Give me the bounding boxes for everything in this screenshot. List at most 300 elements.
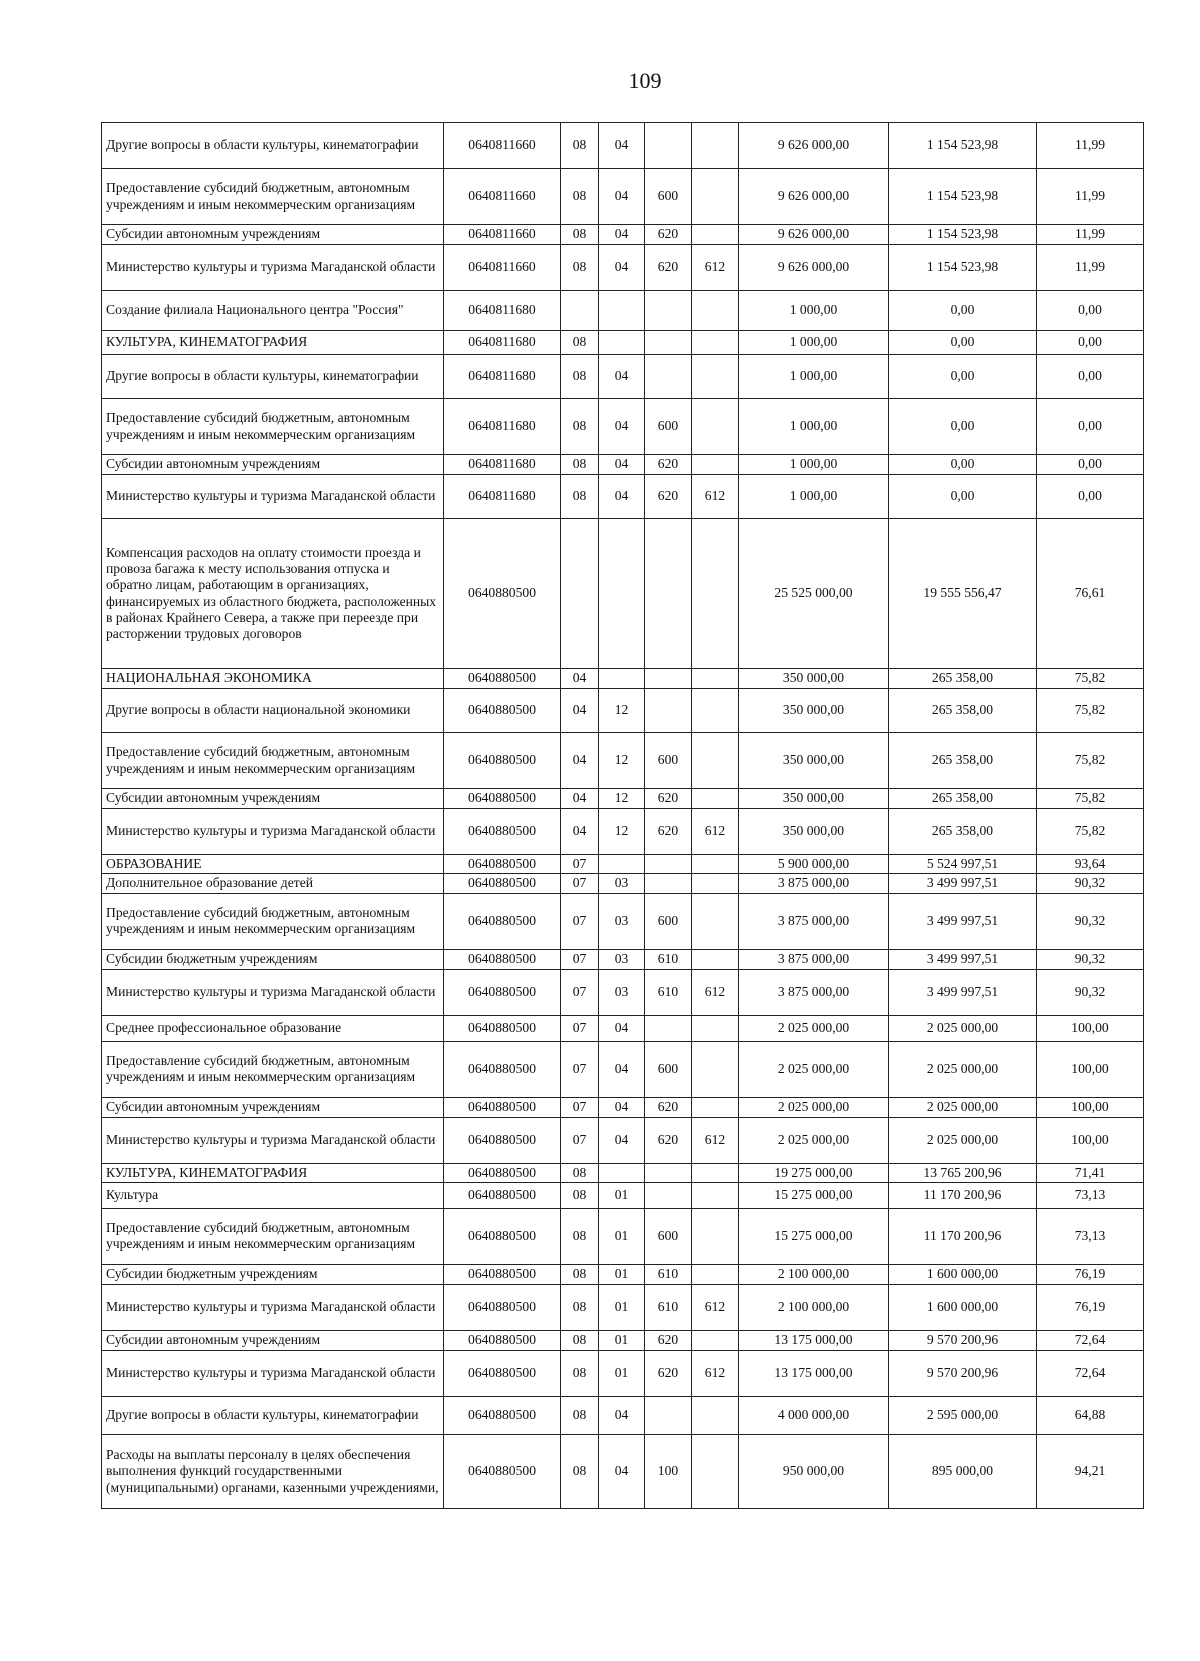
target-code-cell: 0640811680 — [444, 475, 561, 519]
target-code-cell: 0640880500 — [444, 733, 561, 789]
expense-type-cell: 610 — [645, 1284, 692, 1330]
administrator-code-cell — [692, 331, 739, 355]
expense-type-cell — [645, 1015, 692, 1041]
administrator-code-cell — [692, 291, 739, 331]
actual-amount-cell: 5 524 997,51 — [889, 855, 1037, 874]
expense-type-cell: 610 — [645, 969, 692, 1015]
subsection-cell — [599, 855, 645, 874]
subsection-cell — [599, 519, 645, 669]
target-code-cell: 0640880500 — [444, 1015, 561, 1041]
target-code-cell: 0640880500 — [444, 1041, 561, 1097]
actual-amount-cell: 1 154 523,98 — [889, 225, 1037, 245]
actual-amount-cell: 3 499 997,51 — [889, 874, 1037, 893]
row-name: Министерство культуры и туризма Магаданской области — [102, 245, 444, 291]
target-code-cell: 0640811680 — [444, 399, 561, 455]
actual-amount-cell: 265 358,00 — [889, 689, 1037, 733]
planned-amount-cell: 19 275 000,00 — [739, 1163, 889, 1182]
actual-amount-cell: 13 765 200,96 — [889, 1163, 1037, 1182]
section-cell: 04 — [561, 689, 599, 733]
expense-type-cell: 610 — [645, 1264, 692, 1284]
subsection-cell: 04 — [599, 169, 645, 225]
target-code-cell: 0640880500 — [444, 949, 561, 969]
planned-amount-cell: 13 175 000,00 — [739, 1330, 889, 1350]
administrator-code-cell — [692, 399, 739, 455]
planned-amount-cell: 950 000,00 — [739, 1434, 889, 1508]
planned-amount-cell: 3 875 000,00 — [739, 949, 889, 969]
section-cell: 08 — [561, 399, 599, 455]
table-row — [102, 1434, 1144, 1508]
administrator-code-cell — [692, 1015, 739, 1041]
subsection-cell: 01 — [599, 1330, 645, 1350]
administrator-code-cell — [692, 1434, 739, 1508]
actual-amount-cell: 3 499 997,51 — [889, 949, 1037, 969]
row-name: НАЦИОНАЛЬНАЯ ЭКОНОМИКА — [102, 669, 444, 689]
planned-amount-cell: 1 000,00 — [739, 355, 889, 399]
target-code-cell: 0640880500 — [444, 1208, 561, 1264]
actual-amount-cell: 0,00 — [889, 475, 1037, 519]
subsection-cell: 01 — [599, 1350, 645, 1396]
row-name: Министерство культуры и туризма Магаданской области — [102, 969, 444, 1015]
subsection-cell: 12 — [599, 789, 645, 809]
budget-table-body — [102, 123, 1144, 1509]
subsection-cell: 04 — [599, 455, 645, 475]
administrator-code-cell — [692, 1208, 739, 1264]
section-cell: 08 — [561, 1264, 599, 1284]
row-name: Другие вопросы в области национальной экономики — [102, 689, 444, 733]
row-name: КУЛЬТУРА, КИНЕМАТОГРАФИЯ — [102, 1163, 444, 1182]
planned-amount-cell: 350 000,00 — [739, 789, 889, 809]
table-row — [102, 1330, 1144, 1350]
planned-amount-cell: 1 000,00 — [739, 331, 889, 355]
target-code-cell: 0640880500 — [444, 689, 561, 733]
expense-type-cell — [645, 669, 692, 689]
planned-amount-cell: 13 175 000,00 — [739, 1350, 889, 1396]
target-code-cell: 0640880500 — [444, 789, 561, 809]
administrator-code-cell — [692, 1264, 739, 1284]
row-name: КУЛЬТУРА, КИНЕМАТОГРАФИЯ — [102, 331, 444, 355]
execution-percent-cell: 76,61 — [1037, 519, 1144, 669]
section-cell: 08 — [561, 245, 599, 291]
planned-amount-cell: 350 000,00 — [739, 733, 889, 789]
section-cell: 08 — [561, 1163, 599, 1182]
planned-amount-cell: 350 000,00 — [739, 669, 889, 689]
row-name: Другие вопросы в области культуры, кинематографии — [102, 123, 444, 169]
section-cell — [561, 291, 599, 331]
row-name: Компенсация расходов на оплату стоимости проезда и провоза багажа к месту использования отпуска и обратно лицам, работающим в организациях, финансируемых из областного бюджета, расположенных в районах Крайнего Севера, а также при переезде при расторжении трудовых договоров — [102, 519, 444, 669]
planned-amount-cell: 9 626 000,00 — [739, 245, 889, 291]
section-cell: 07 — [561, 969, 599, 1015]
subsection-cell: 04 — [599, 1041, 645, 1097]
section-cell: 08 — [561, 1208, 599, 1264]
target-code-cell: 0640880500 — [444, 809, 561, 855]
subsection-cell: 01 — [599, 1182, 645, 1208]
expense-type-cell: 100 — [645, 1434, 692, 1508]
target-code-cell: 0640880500 — [444, 519, 561, 669]
subsection-cell: 04 — [599, 123, 645, 169]
administrator-code-cell — [692, 949, 739, 969]
expense-type-cell: 620 — [645, 809, 692, 855]
execution-percent-cell: 72,64 — [1037, 1350, 1144, 1396]
planned-amount-cell: 15 275 000,00 — [739, 1182, 889, 1208]
administrator-code-cell — [692, 1041, 739, 1097]
section-cell: 08 — [561, 331, 599, 355]
table-row — [102, 669, 1144, 689]
planned-amount-cell: 9 626 000,00 — [739, 123, 889, 169]
expense-type-cell: 620 — [645, 225, 692, 245]
row-name: Субсидии бюджетным учреждениям — [102, 949, 444, 969]
subsection-cell: 04 — [599, 1117, 645, 1163]
administrator-code-cell — [692, 874, 739, 893]
row-name: Субсидии бюджетным учреждениям — [102, 1264, 444, 1284]
subsection-cell: 04 — [599, 1434, 645, 1508]
row-name: Другие вопросы в области культуры, кинематографии — [102, 1396, 444, 1434]
table-row — [102, 1350, 1144, 1396]
table-row — [102, 1041, 1144, 1097]
row-name: Субсидии автономным учреждениям — [102, 1097, 444, 1117]
administrator-code-cell: 612 — [692, 969, 739, 1015]
table-row — [102, 225, 1144, 245]
planned-amount-cell: 9 626 000,00 — [739, 225, 889, 245]
planned-amount-cell: 3 875 000,00 — [739, 893, 889, 949]
row-name: Предоставление субсидий бюджетным, автономным учреждениям и иным некоммерческим организациям — [102, 399, 444, 455]
target-code-cell: 0640880500 — [444, 1182, 561, 1208]
administrator-code-cell: 612 — [692, 1117, 739, 1163]
budget-table — [101, 122, 1144, 1509]
actual-amount-cell: 2 025 000,00 — [889, 1041, 1037, 1097]
table-row — [102, 291, 1144, 331]
subsection-cell: 01 — [599, 1284, 645, 1330]
execution-percent-cell: 11,99 — [1037, 169, 1144, 225]
section-cell: 08 — [561, 1284, 599, 1330]
expense-type-cell: 620 — [645, 1350, 692, 1396]
actual-amount-cell: 3 499 997,51 — [889, 893, 1037, 949]
administrator-code-cell: 612 — [692, 475, 739, 519]
actual-amount-cell: 9 570 200,96 — [889, 1350, 1037, 1396]
execution-percent-cell: 76,19 — [1037, 1264, 1144, 1284]
execution-percent-cell: 0,00 — [1037, 291, 1144, 331]
row-name: Среднее профессиональное образование — [102, 1015, 444, 1041]
administrator-code-cell — [692, 455, 739, 475]
administrator-code-cell — [692, 1163, 739, 1182]
execution-percent-cell: 0,00 — [1037, 475, 1144, 519]
table-row — [102, 123, 1144, 169]
administrator-code-cell — [692, 169, 739, 225]
administrator-code-cell — [692, 1097, 739, 1117]
target-code-cell: 0640880500 — [444, 1097, 561, 1117]
actual-amount-cell: 2 025 000,00 — [889, 1097, 1037, 1117]
expense-type-cell — [645, 519, 692, 669]
planned-amount-cell: 3 875 000,00 — [739, 969, 889, 1015]
subsection-cell — [599, 669, 645, 689]
subsection-cell: 03 — [599, 969, 645, 1015]
execution-percent-cell: 100,00 — [1037, 1015, 1144, 1041]
subsection-cell: 03 — [599, 893, 645, 949]
subsection-cell: 12 — [599, 733, 645, 789]
section-cell: 07 — [561, 1097, 599, 1117]
target-code-cell: 0640880500 — [444, 1330, 561, 1350]
administrator-code-cell: 612 — [692, 809, 739, 855]
table-row — [102, 519, 1144, 669]
expense-type-cell — [645, 1396, 692, 1434]
planned-amount-cell: 1 000,00 — [739, 291, 889, 331]
section-cell: 08 — [561, 225, 599, 245]
expense-type-cell: 620 — [645, 1097, 692, 1117]
table-row — [102, 169, 1144, 225]
row-name: Предоставление субсидий бюджетным, автономным учреждениям и иным некоммерческим организациям — [102, 893, 444, 949]
expense-type-cell: 620 — [645, 1117, 692, 1163]
table-row — [102, 789, 1144, 809]
expense-type-cell: 620 — [645, 475, 692, 519]
actual-amount-cell: 2 025 000,00 — [889, 1015, 1037, 1041]
expense-type-cell: 600 — [645, 1041, 692, 1097]
subsection-cell: 04 — [599, 1396, 645, 1434]
row-name: Предоставление субсидий бюджетным, автономным учреждениям и иным некоммерческим организациям — [102, 1208, 444, 1264]
execution-percent-cell: 93,64 — [1037, 855, 1144, 874]
row-name: Культура — [102, 1182, 444, 1208]
actual-amount-cell: 1 600 000,00 — [889, 1284, 1037, 1330]
row-name: Субсидии автономным учреждениям — [102, 455, 444, 475]
section-cell — [561, 519, 599, 669]
execution-percent-cell: 75,82 — [1037, 669, 1144, 689]
row-name: Дополнительное образование детей — [102, 874, 444, 893]
planned-amount-cell: 1 000,00 — [739, 399, 889, 455]
administrator-code-cell: 612 — [692, 1284, 739, 1330]
section-cell: 04 — [561, 789, 599, 809]
expense-type-cell — [645, 123, 692, 169]
section-cell: 08 — [561, 1396, 599, 1434]
table-row — [102, 1163, 1144, 1182]
expense-type-cell: 620 — [645, 1330, 692, 1350]
expense-type-cell — [645, 355, 692, 399]
administrator-code-cell — [692, 1182, 739, 1208]
expense-type-cell: 600 — [645, 1208, 692, 1264]
planned-amount-cell: 4 000 000,00 — [739, 1396, 889, 1434]
subsection-cell: 03 — [599, 949, 645, 969]
section-cell: 08 — [561, 123, 599, 169]
actual-amount-cell: 265 358,00 — [889, 809, 1037, 855]
planned-amount-cell: 2 025 000,00 — [739, 1041, 889, 1097]
planned-amount-cell: 25 525 000,00 — [739, 519, 889, 669]
actual-amount-cell: 1 600 000,00 — [889, 1264, 1037, 1284]
section-cell: 07 — [561, 949, 599, 969]
planned-amount-cell: 9 626 000,00 — [739, 169, 889, 225]
actual-amount-cell: 11 170 200,96 — [889, 1182, 1037, 1208]
planned-amount-cell: 5 900 000,00 — [739, 855, 889, 874]
table-row — [102, 1264, 1144, 1284]
execution-percent-cell: 0,00 — [1037, 399, 1144, 455]
administrator-code-cell — [692, 225, 739, 245]
execution-percent-cell: 90,32 — [1037, 874, 1144, 893]
row-name: Предоставление субсидий бюджетным, автономным учреждениям и иным некоммерческим организациям — [102, 733, 444, 789]
target-code-cell: 0640811680 — [444, 355, 561, 399]
planned-amount-cell: 2 025 000,00 — [739, 1097, 889, 1117]
execution-percent-cell: 71,41 — [1037, 1163, 1144, 1182]
execution-percent-cell: 100,00 — [1037, 1117, 1144, 1163]
target-code-cell: 0640880500 — [444, 874, 561, 893]
table-row — [102, 245, 1144, 291]
section-cell: 07 — [561, 855, 599, 874]
target-code-cell: 0640811680 — [444, 331, 561, 355]
table-row — [102, 455, 1144, 475]
execution-percent-cell: 0,00 — [1037, 355, 1144, 399]
execution-percent-cell: 90,32 — [1037, 949, 1144, 969]
execution-percent-cell: 72,64 — [1037, 1330, 1144, 1350]
actual-amount-cell: 0,00 — [889, 399, 1037, 455]
section-cell: 08 — [561, 455, 599, 475]
target-code-cell: 0640880500 — [444, 893, 561, 949]
execution-percent-cell: 90,32 — [1037, 969, 1144, 1015]
row-name: Министерство культуры и туризма Магаданской области — [102, 809, 444, 855]
execution-percent-cell: 11,99 — [1037, 225, 1144, 245]
expense-type-cell: 610 — [645, 949, 692, 969]
target-code-cell: 0640880500 — [444, 969, 561, 1015]
actual-amount-cell: 0,00 — [889, 455, 1037, 475]
expense-type-cell: 620 — [645, 455, 692, 475]
subsection-cell: 01 — [599, 1264, 645, 1284]
subsection-cell: 01 — [599, 1208, 645, 1264]
expense-type-cell — [645, 331, 692, 355]
execution-percent-cell: 90,32 — [1037, 893, 1144, 949]
actual-amount-cell: 1 154 523,98 — [889, 169, 1037, 225]
row-name: Министерство культуры и туризма Магаданской области — [102, 1350, 444, 1396]
row-name: Министерство культуры и туризма Магаданской области — [102, 1117, 444, 1163]
target-code-cell: 0640880500 — [444, 1284, 561, 1330]
row-name: Субсидии автономным учреждениям — [102, 789, 444, 809]
subsection-cell — [599, 1163, 645, 1182]
execution-percent-cell: 11,99 — [1037, 245, 1144, 291]
planned-amount-cell: 3 875 000,00 — [739, 874, 889, 893]
subsection-cell: 04 — [599, 399, 645, 455]
table-row — [102, 475, 1144, 519]
target-code-cell: 0640880500 — [444, 1434, 561, 1508]
row-name: Предоставление субсидий бюджетным, автономным учреждениям и иным некоммерческим организациям — [102, 1041, 444, 1097]
administrator-code-cell — [692, 519, 739, 669]
target-code-cell: 0640880500 — [444, 1117, 561, 1163]
target-code-cell: 0640880500 — [444, 1396, 561, 1434]
administrator-code-cell — [692, 689, 739, 733]
table-row — [102, 1182, 1144, 1208]
administrator-code-cell — [692, 123, 739, 169]
planned-amount-cell: 1 000,00 — [739, 475, 889, 519]
actual-amount-cell: 265 358,00 — [889, 789, 1037, 809]
subsection-cell: 04 — [599, 355, 645, 399]
target-code-cell: 0640811680 — [444, 291, 561, 331]
execution-percent-cell: 64,88 — [1037, 1396, 1144, 1434]
planned-amount-cell: 2 025 000,00 — [739, 1015, 889, 1041]
expense-type-cell — [645, 874, 692, 893]
administrator-code-cell — [692, 855, 739, 874]
actual-amount-cell: 2 595 000,00 — [889, 1396, 1037, 1434]
section-cell: 07 — [561, 874, 599, 893]
target-code-cell: 0640880500 — [444, 855, 561, 874]
actual-amount-cell: 1 154 523,98 — [889, 245, 1037, 291]
table-row — [102, 1396, 1144, 1434]
execution-percent-cell: 75,82 — [1037, 789, 1144, 809]
expense-type-cell: 620 — [645, 789, 692, 809]
execution-percent-cell: 75,82 — [1037, 733, 1144, 789]
execution-percent-cell: 0,00 — [1037, 331, 1144, 355]
row-name: Расходы на выплаты персоналу в целях обеспечения выполнения функций государственными (муниципальными) органами, казенными учреждениями, — [102, 1434, 444, 1508]
actual-amount-cell: 3 499 997,51 — [889, 969, 1037, 1015]
subsection-cell: 04 — [599, 225, 645, 245]
target-code-cell: 0640880500 — [444, 1264, 561, 1284]
administrator-code-cell: 612 — [692, 1350, 739, 1396]
subsection-cell: 12 — [599, 689, 645, 733]
execution-percent-cell: 100,00 — [1037, 1041, 1144, 1097]
actual-amount-cell: 2 025 000,00 — [889, 1117, 1037, 1163]
section-cell: 08 — [561, 1434, 599, 1508]
administrator-code-cell — [692, 893, 739, 949]
row-name: Субсидии автономным учреждениям — [102, 1330, 444, 1350]
section-cell: 07 — [561, 1015, 599, 1041]
target-code-cell: 0640880500 — [444, 669, 561, 689]
expense-type-cell — [645, 1182, 692, 1208]
table-row — [102, 331, 1144, 355]
administrator-code-cell — [692, 733, 739, 789]
row-name: Создание филиала Национального центра "Россия" — [102, 291, 444, 331]
row-name: Министерство культуры и туризма Магаданской области — [102, 1284, 444, 1330]
execution-percent-cell: 75,82 — [1037, 809, 1144, 855]
planned-amount-cell: 2 100 000,00 — [739, 1264, 889, 1284]
expense-type-cell — [645, 855, 692, 874]
row-name: Другие вопросы в области культуры, кинематографии — [102, 355, 444, 399]
table-row — [102, 969, 1144, 1015]
subsection-cell: 04 — [599, 1097, 645, 1117]
table-row — [102, 893, 1144, 949]
actual-amount-cell: 895 000,00 — [889, 1434, 1037, 1508]
table-row — [102, 809, 1144, 855]
target-code-cell: 0640880500 — [444, 1350, 561, 1396]
section-cell: 08 — [561, 1350, 599, 1396]
table-row — [102, 855, 1144, 874]
administrator-code-cell — [692, 789, 739, 809]
page-number: 109 — [628, 68, 662, 93]
planned-amount-cell: 350 000,00 — [739, 689, 889, 733]
target-code-cell: 0640811680 — [444, 455, 561, 475]
planned-amount-cell: 350 000,00 — [739, 809, 889, 855]
execution-percent-cell: 100,00 — [1037, 1097, 1144, 1117]
table-row — [102, 733, 1144, 789]
table-row — [102, 689, 1144, 733]
expense-type-cell: 600 — [645, 893, 692, 949]
section-cell: 08 — [561, 475, 599, 519]
actual-amount-cell: 0,00 — [889, 355, 1037, 399]
section-cell: 04 — [561, 809, 599, 855]
table-row — [102, 1097, 1144, 1117]
expense-type-cell — [645, 291, 692, 331]
section-cell: 08 — [561, 355, 599, 399]
table-row — [102, 1015, 1144, 1041]
administrator-code-cell — [692, 355, 739, 399]
section-cell: 08 — [561, 169, 599, 225]
target-code-cell: 0640811660 — [444, 169, 561, 225]
actual-amount-cell: 0,00 — [889, 291, 1037, 331]
subsection-cell: 03 — [599, 874, 645, 893]
subsection-cell: 04 — [599, 475, 645, 519]
subsection-cell — [599, 291, 645, 331]
actual-amount-cell: 19 555 556,47 — [889, 519, 1037, 669]
subsection-cell: 12 — [599, 809, 645, 855]
planned-amount-cell: 1 000,00 — [739, 455, 889, 475]
subsection-cell: 04 — [599, 245, 645, 291]
row-name: Субсидии автономным учреждениям — [102, 225, 444, 245]
target-code-cell: 0640880500 — [444, 1163, 561, 1182]
table-row — [102, 1117, 1144, 1163]
section-cell: 07 — [561, 893, 599, 949]
administrator-code-cell — [692, 669, 739, 689]
actual-amount-cell: 1 154 523,98 — [889, 123, 1037, 169]
actual-amount-cell: 265 358,00 — [889, 733, 1037, 789]
